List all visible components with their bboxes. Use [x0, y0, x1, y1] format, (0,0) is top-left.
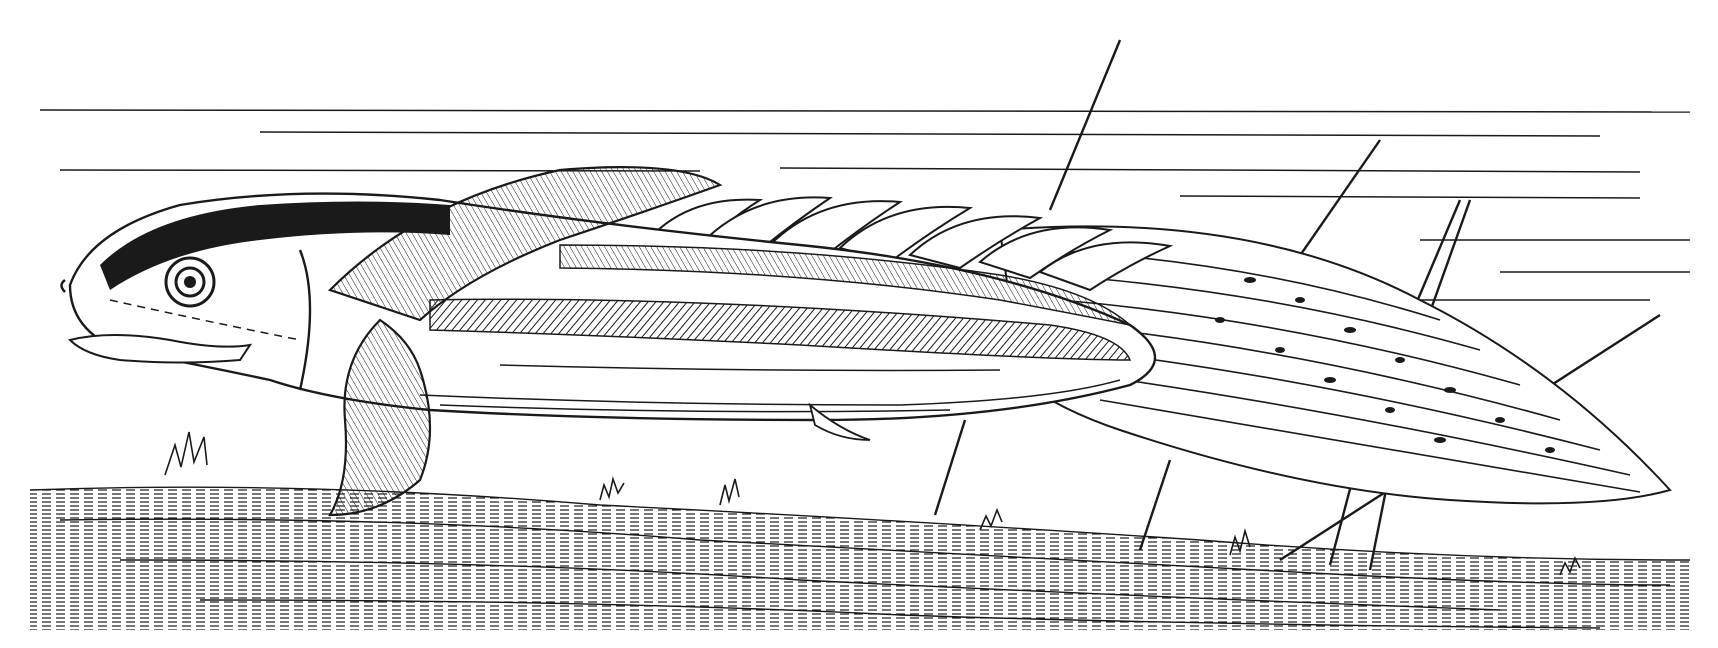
- fish: [62, 167, 1671, 515]
